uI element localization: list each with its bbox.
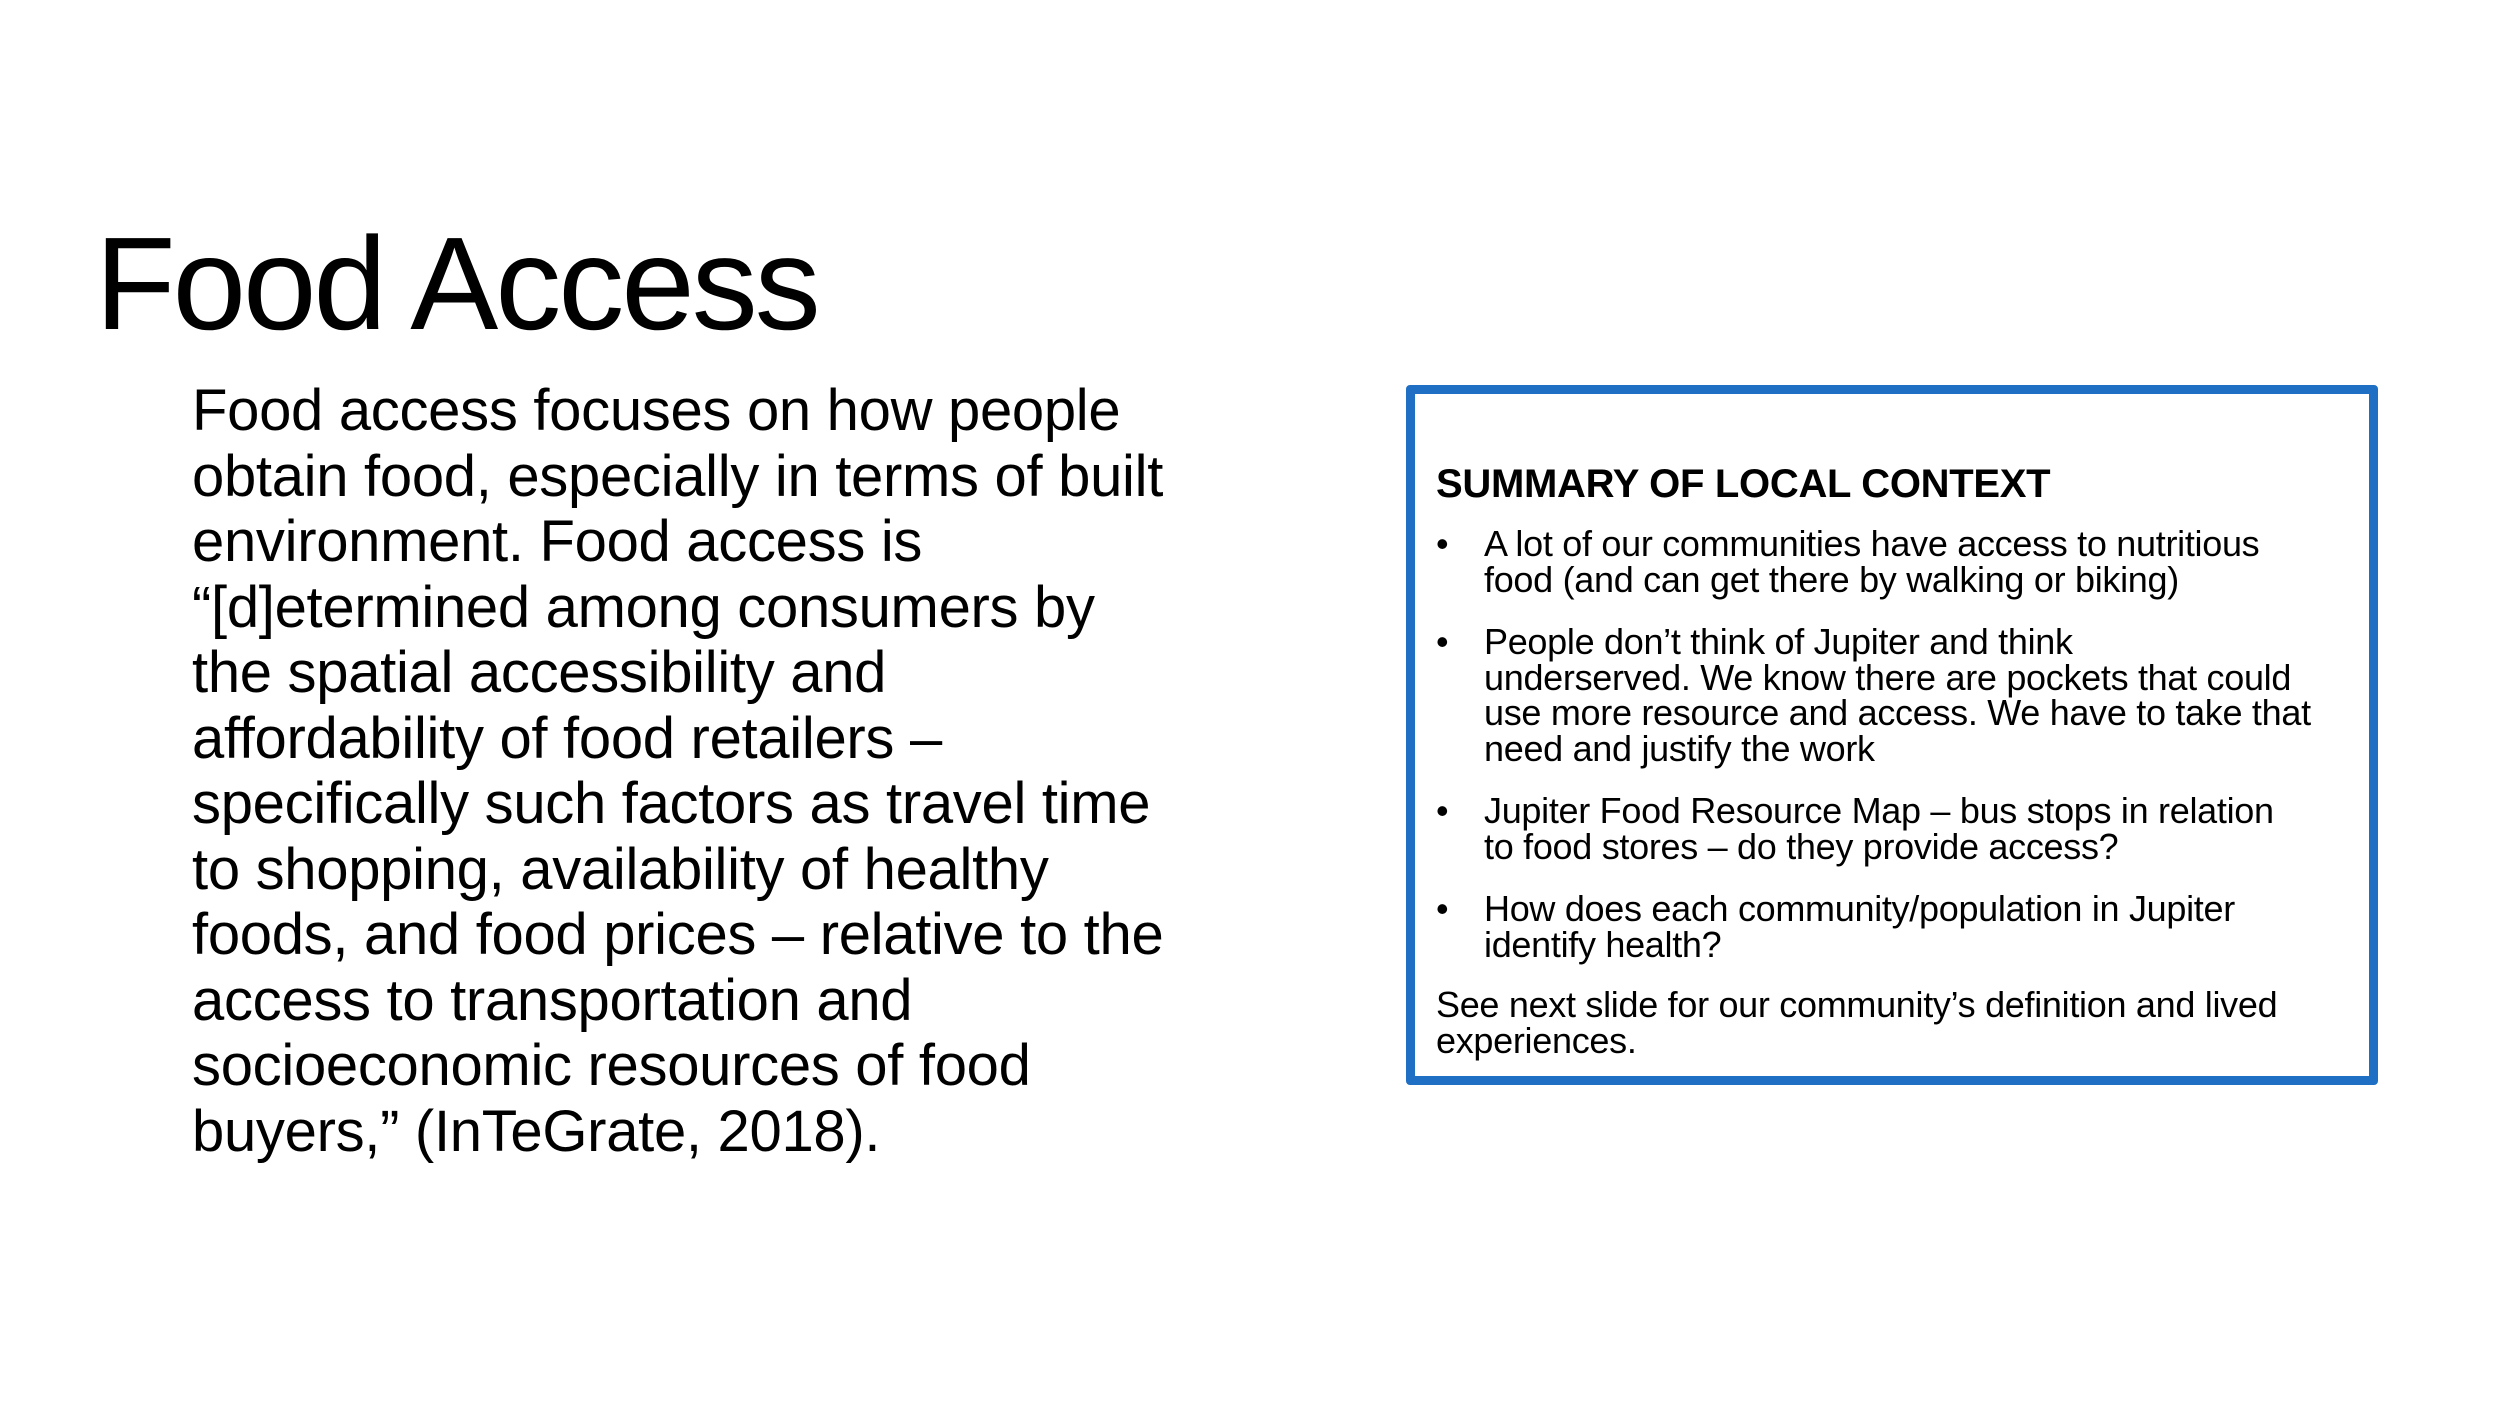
slide-title: Food Access <box>95 210 818 358</box>
bullet-icon: • <box>1436 888 1449 929</box>
context-bullet-item <box>1436 523 2369 600</box>
bullet-line: to food stores – do they provide access? <box>1484 825 2119 867</box>
footer-line: See next slide for our community’s definition and lived <box>1436 984 2278 1025</box>
bullet-line: A lot of our communities have access to nutritious <box>1484 523 2260 564</box>
bullet-line: How does each community/population in Jupiter <box>1484 888 2235 929</box>
bullet-icon: • <box>1436 790 1449 831</box>
bullet-line: underserved. We know there are pockets that could <box>1484 656 2292 698</box>
context-bullet-item <box>1436 888 2369 965</box>
body-line: obtain food, especially in terms of built <box>192 443 1164 509</box>
body-line: access to transportation and <box>192 967 913 1033</box>
footer-line: experiences. <box>1436 1019 1637 1061</box>
bullet-line: identify health? <box>1484 923 1722 965</box>
body-paragraph <box>192 378 1342 1164</box>
body-line: the spatial accessibility and <box>192 640 887 705</box>
body-line: buyers,” (InTeGrate, 2018). <box>192 1098 881 1164</box>
context-bullet-item <box>1436 621 2369 769</box>
bullet-line: Jupiter Food Resource Map – bus stops in relation <box>1484 790 2274 831</box>
bullet-line: use more resource and access. We have to take that <box>1484 692 2311 733</box>
bullet-line: People don’t think of Jupiter and think <box>1484 621 2073 662</box>
body-line: foods, and food prices – relative to the <box>192 902 1164 967</box>
local-context-box <box>1406 385 2378 1085</box>
body-line: environment. Food access is <box>192 509 923 574</box>
body-line: socioeconomic resources of food <box>192 1033 1031 1098</box>
body-line: specifically such factors as travel time <box>192 771 1151 836</box>
context-bullet-item <box>1436 790 2369 867</box>
bullet-icon: • <box>1436 523 1449 564</box>
context-box-footer <box>1436 984 2369 1061</box>
context-box-heading: SUMMARY OF LOCAL CONTEXT <box>1436 462 2051 506</box>
body-line: “[d]etermined among consumers by <box>192 574 1095 640</box>
body-line: Food access focuses on how people <box>192 378 1121 443</box>
bullet-line: need and justify the work <box>1484 727 1875 769</box>
body-line: to shopping, availability of healthy <box>192 836 1049 902</box>
body-line: affordability of food retailers – <box>192 705 942 771</box>
bullet-line: food (and can get there by walking or biking) <box>1484 558 2179 600</box>
bullet-icon: • <box>1436 621 1449 662</box>
context-bullet-list <box>1436 523 2369 965</box>
